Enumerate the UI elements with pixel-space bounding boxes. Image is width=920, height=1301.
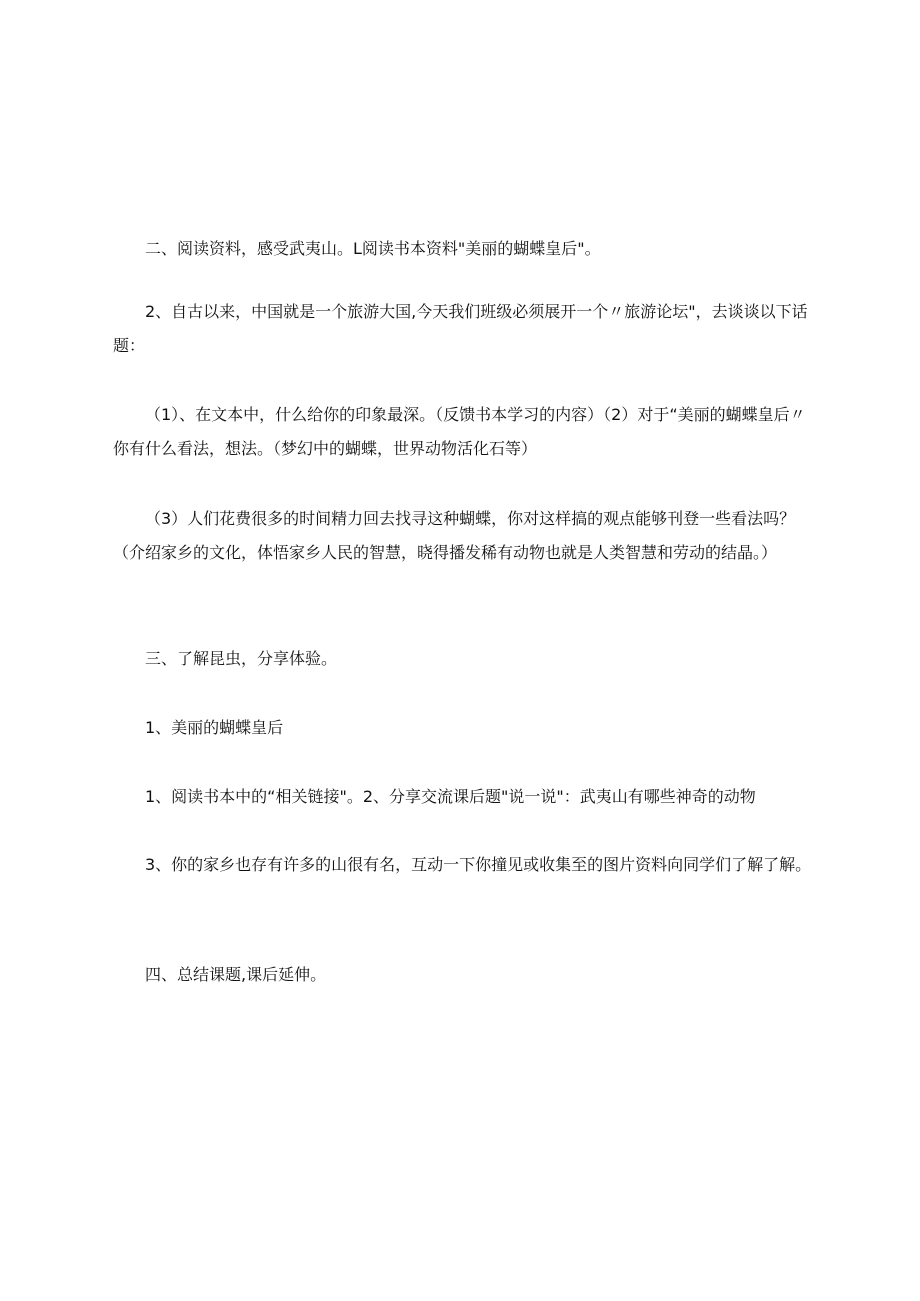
paragraph-related-links: 1、阅读书本中的“相关链接"。2、分享交流课后题"说一说"：武夷山有哪些神奇的动物 <box>145 787 756 806</box>
paragraph-section-two-heading: 二、阅读资料，感受武夷山。L阅读书本资料"美丽的蝴蝶皇后"。 <box>145 239 601 258</box>
paragraph-section-four-heading: 四、总结课题,课后延伸。 <box>145 965 327 984</box>
paragraph-travel-forum: 2、自古以来，中国就是一个旅游大国,今天我们班级必须展开一个〃旅游论坛"，去谈谈以下话题： <box>113 302 808 355</box>
paragraph-hometown-mountains: 3、你的家乡也存有许多的山很有名，互动一下你撞见或收集至的图片资料向同学们了解了解。 <box>145 855 812 874</box>
paragraph-question-one-two: （1）、在文本中，什么给你的印象最深。（反馈书本学习的内容）（2）对于“美丽的蝴蝶皇后〃你有什么看法，想法。（梦幻中的蝴蝶，世界动物活化石等） <box>113 405 806 458</box>
paragraph-section-three-heading: 三、了解昆虫，分享体验。 <box>145 649 338 668</box>
paragraph-butterfly-queen: 1、美丽的蝴蝶皇后 <box>145 718 284 737</box>
paragraph-question-three: （3）人们花费很多的时间精力回去找寻这种蝴蝶，你对这样搞的观点能够刊登一些看法吗？（介绍家乡的文化，体悟家乡人民的智慧，晓得播发稀有动物也就是人类智慧和劳动的结晶。） <box>113 509 796 562</box>
